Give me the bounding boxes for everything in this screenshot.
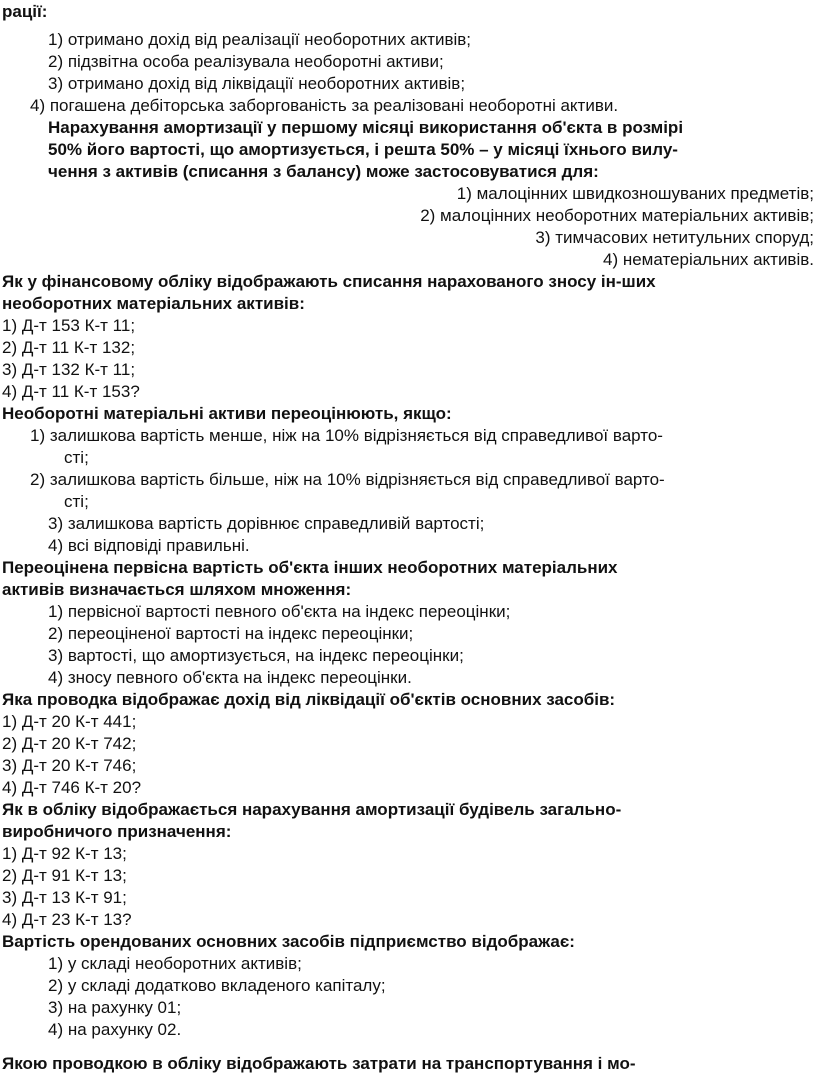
question-text: виробничого призначення: (2, 822, 232, 841)
answer-option: 4) всі відповіді правильні. (48, 536, 250, 555)
question-text: Необоротні матеріальні активи переоцінюють, якщо: (2, 404, 452, 423)
question-text: необоротних матеріальних активів: (2, 294, 305, 313)
answer-option: 1) Д-т 92 К-т 13; (2, 844, 127, 863)
question-text: Яка проводка відображає дохід від ліквідації об'єктів основних засобів: (2, 690, 616, 709)
question-text: Як у фінансовому обліку відображають списання нарахованого зносу ін-ших (2, 272, 656, 291)
answer-option: 4) Д-т 11 К-т 153? (2, 382, 140, 401)
answer-option: 2) у складі додатково вкладеного капіталу; (48, 976, 386, 995)
answer-option: 3) тимчасових нетитульних споруд; (535, 228, 814, 247)
answer-option: 2) Д-т 91 К-т 13; (2, 866, 127, 885)
answer-option: 4) на рахунку 02. (48, 1020, 182, 1039)
answer-option: 4) нематеріальних активів. (603, 250, 814, 269)
answer-option: 2) підзвітна особа реалізувала необоротні активи; (48, 52, 444, 71)
question-text: активів визначається шляхом множення: (2, 580, 352, 599)
answer-option: 3) залишкова вартість дорівнює справедливій вартості; (48, 514, 485, 533)
answer-option: 4) Д-т 746 К-т 20? (2, 778, 142, 797)
answer-option: 2) малоцінних необоротних матеріальних активів; (420, 206, 814, 225)
answer-option: 2) залишкова вартість більше, ніж на 10% відрізняється від справедливої варто- (30, 470, 665, 489)
answer-option: 3) вартості, що амортизується, на індекс переоцінки; (48, 646, 464, 665)
answer-option: 1) залишкова вартість менше, ніж на 10% відрізняється від справедливої варто- (30, 426, 663, 445)
answer-option: 4) погашена дебіторська заборгованість за реалізовані необоротні активи. (30, 96, 619, 115)
answer-option: 1) малоцінних швидкозношуваних предметів; (456, 184, 814, 203)
question-text: 50% його вартості, що амортизується, і решта 50% – у місяці їхнього вилу- (48, 140, 678, 159)
answer-option: 2) Д-т 20 К-т 742; (2, 734, 137, 753)
answer-option: сті; (64, 448, 89, 467)
answer-option: 1) Д-т 153 К-т 11; (2, 316, 136, 335)
answer-option: 1) Д-т 20 К-т 441; (2, 712, 137, 731)
answer-option: 3) на рахунку 01; (48, 998, 182, 1017)
answer-option: 2) Д-т 11 К-т 132; (2, 338, 136, 357)
text-line: рації: (2, 2, 48, 21)
answer-option: 1) у складі необоротних активів; (48, 954, 302, 973)
question-text: Як в обліку відображається нарахування амортизації будівель загально- (2, 800, 622, 819)
answer-option: сті; (64, 492, 89, 511)
answer-option: 3) отримано дохід від ліквідації необоротних активів; (48, 74, 466, 93)
question-text: Якою проводкою в обліку відображають затрати на транспортування і мо- (2, 1054, 636, 1073)
answer-option: 2) переоціненої вартості на індекс переоцінки; (48, 624, 414, 643)
answer-option: 3) Д-т 132 К-т 11; (2, 360, 136, 379)
question-text: Нарахування амортизації у першому місяці використання об'єкта в розмірі (48, 118, 684, 137)
answer-option: 4) зносу певного об'єкта на індекс переоцінки. (48, 668, 412, 687)
question-text: Вартість орендованих основних засобів підприємство відображає: (2, 932, 575, 951)
answer-option: 3) Д-т 20 К-т 746; (2, 756, 137, 775)
answer-option: 3) Д-т 13 К-т 91; (2, 888, 127, 907)
question-text: чення з активів (списання з балансу) може застосовуватися для: (48, 162, 599, 181)
answer-option: 1) отримано дохід від реалізації необоротних активів; (48, 30, 472, 49)
question-text: Переоцінена первісна вартість об'єкта інших необоротних матеріальних (2, 558, 618, 577)
answer-option: 1) первісної вартості певного об'єкта на індекс переоцінки; (48, 602, 511, 621)
answer-option: 4) Д-т 23 К-т 13? (2, 910, 132, 929)
